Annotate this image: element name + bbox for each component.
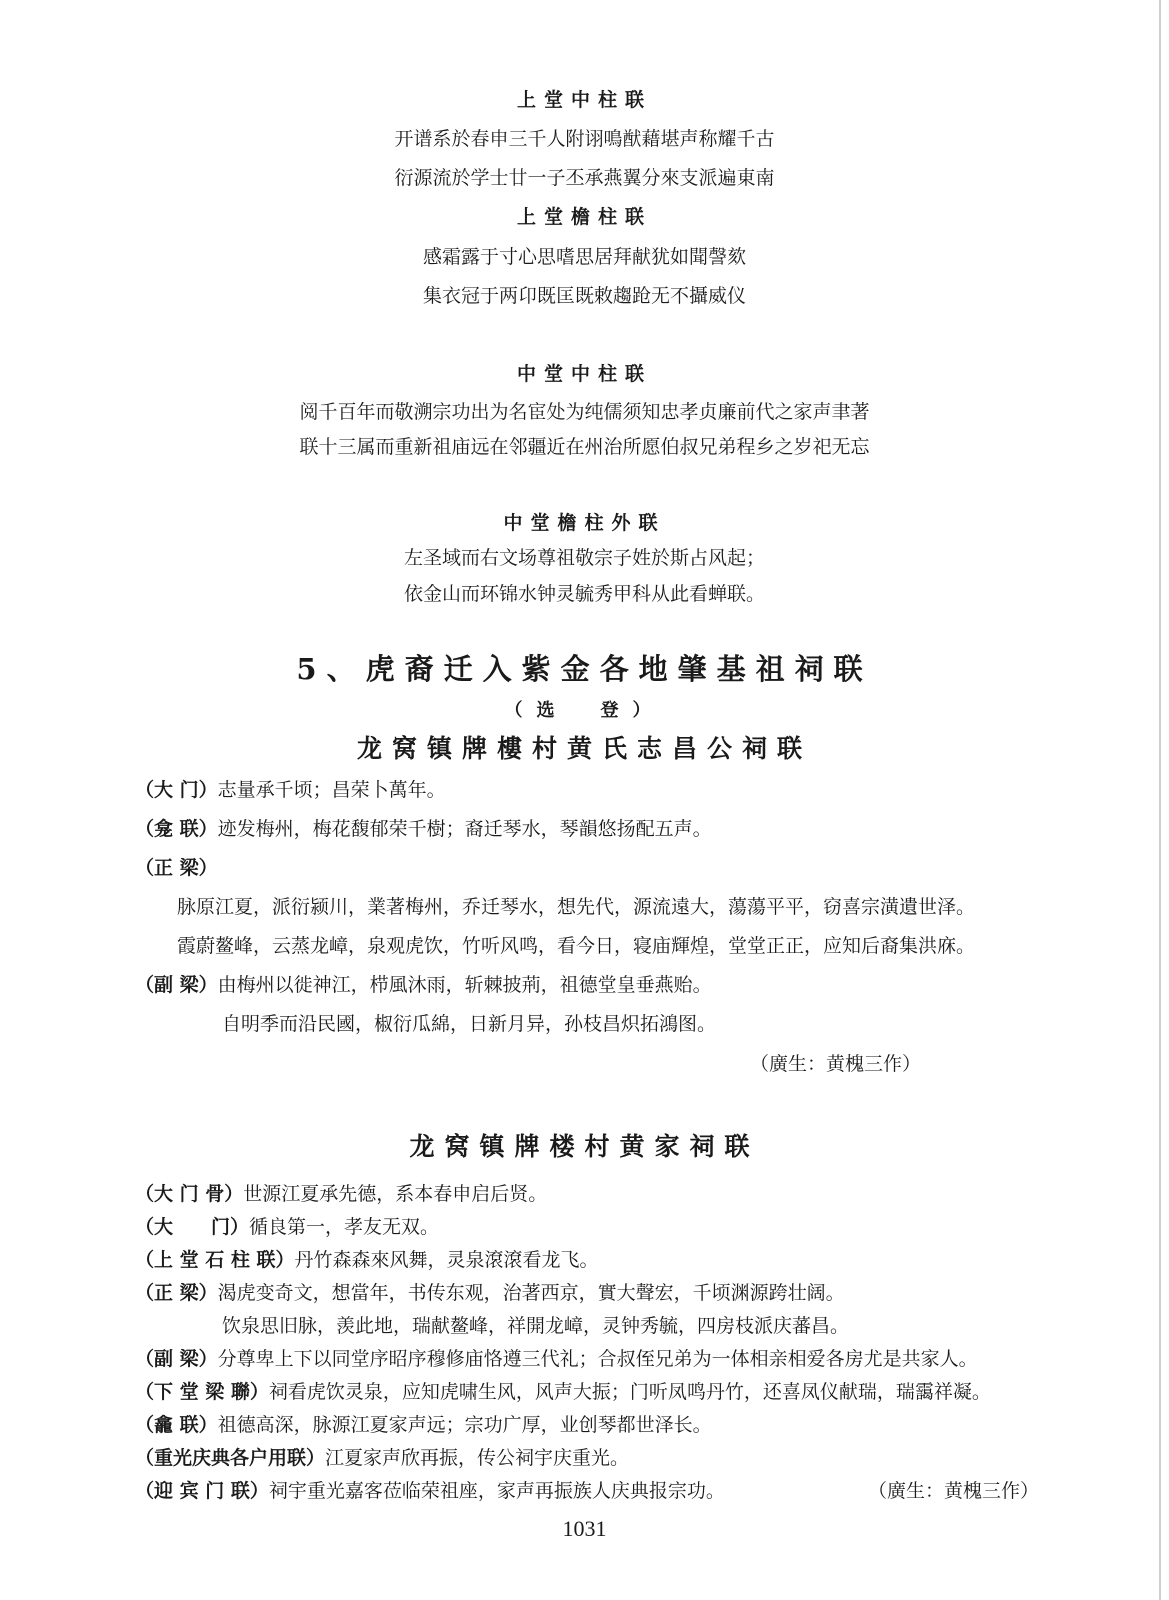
couplet-line: 感霜露于寸心思嗜思居拜献犹如聞謦欬 [422,246,746,268]
couplet-entry [135,1215,439,1239]
section-subtitle: （选 登） [504,700,665,721]
couplet-line: 开谱系於春申三千人附诩鳴猷藉堪声称耀千古 [394,128,775,150]
couplet-label: （副 梁） [135,974,218,996]
couplet-line: 阅千百年而敬溯宗功出为名宦处为纯儒须知忠孝贞廉前代之家声聿著 [299,401,870,423]
couplet-entry [135,1248,598,1272]
couplet-label: （大 门） [135,1216,250,1238]
couplet-label: （上 堂 石 柱 联） [135,1249,295,1271]
couplet-line: 左圣域而右文场尊祖敬宗子姓於斯占风起； [403,547,765,569]
heading-middle-hall-middle-pillar: 中堂中柱联 [516,363,652,385]
couplet-entry [135,778,446,802]
couplet-label: （正 梁） [135,1282,218,1304]
couplet-label: （迎 宾 门 联） [135,1480,269,1502]
couplet-entry [135,1380,991,1404]
author-signature: （廣生：黄槐三作） [868,1480,1040,1502]
couplet-text: 饮泉思旧脉，羡此地，瑞献鳌峰，祥開龙嶂，灵钟秀毓，四房枝派庆蕃昌。 [222,1315,850,1337]
couplet-entry [135,1479,725,1503]
page-number: 1031 [562,1516,607,1541]
couplet-entry [135,1347,978,1371]
couplet-text: 渴虎变奇文，想當年，书传东观，治著西京，實大聲宏，千顷渊源跨壮阔。 [217,1282,845,1304]
couplet-line: 集衣冠于两卬既匡既敕趨跄无不攝威仪 [422,285,746,307]
couplet-text: 迹发梅州，梅花馥郁荣千樹；裔迁琴水，琴韻悠扬配五声。 [217,818,712,840]
couplet-text: 世源江夏承先德，系本春申启后贤。 [243,1183,548,1205]
subsection-title-huang-family-hall: 龙窝镇牌楼村黄家祠联 [409,1132,760,1161]
scan-edge [1159,0,1161,1600]
couplet-text: 循良第一，孝友无双。 [249,1216,440,1238]
couplet-entry [135,817,712,841]
couplet-label: （正 梁） [135,857,218,879]
couplet-text: 祠看虎饮灵泉，应知虎啸生风，风声大振；门听凤鸣丹竹，还喜凤仪献瑞，瑞靄祥凝。 [268,1381,991,1403]
couplet-text: 由梅州以徙神江，栉風沐雨，斩棘披荊，祖德堂皇垂燕贻。 [217,974,712,996]
author-signature: （廣生：黄槐三作） [750,1053,922,1075]
couplet-text: 丹竹森森來风舞，灵泉滾滾看龙飞。 [294,1249,599,1271]
couplet-label: （龕 联） [135,1414,218,1436]
couplet-text: 祖德高深，脉源江夏家声远；宗功广厚，业创琴都世泽长。 [217,1414,712,1436]
couplet-entry [135,1182,547,1206]
subsection-title-zhichang-hall: 龙窝镇牌樓村黄氏志昌公祠联 [356,734,812,763]
couplet-entry [135,1281,845,1305]
couplet-label: （副 梁） [135,1348,218,1370]
couplet-text: 脉原江夏，派衍颍川，業著梅州，乔迁琴水，想先代，源流遠大，蕩蕩平平，窃喜宗潢遺世泽。 [177,896,976,918]
section-title: 5、虎裔迁入紫金各地肇基祖祠联 [296,652,873,686]
couplet-label: （大 门 骨） [135,1183,244,1205]
couplet-text: 分尊卑上下以同堂序昭序穆修庙恪遵三代礼；合叔侄兄弟为一体相亲相爱各房尤是共家人。 [217,1348,978,1370]
couplet-label: （龛 联） [135,818,218,840]
couplet-line: 依金山而环锦水钟灵毓秀甲科从此看蝉联。 [403,583,765,605]
couplet-label: （下 堂 梁 聯） [135,1381,269,1403]
couplet-text: 江夏家声欣再振，传公祠宇庆重光。 [325,1447,630,1469]
couplet-line: 联十三属而重新祖庙远在邻疆近在州治所愿伯叔兄弟程乡之岁祀无忘 [299,436,870,458]
heading-middle-hall-eave-outer: 中堂檐柱外联 [503,512,666,534]
couplet-text: 自明季而沿民國，椒衍瓜綿，日新月异，孙枝昌炽拓鴻图。 [222,1013,717,1035]
couplet-text: 志量承千顷；昌荣卜萬年。 [217,779,446,801]
couplet-line: 衍源流於学士廿一子丕承燕翼分來支派遍東南 [394,167,775,189]
couplet-entry [135,1446,629,1470]
couplet-text: 祠宇重光嘉客莅临荣祖座，家声再振族人庆典报宗功。 [268,1480,725,1502]
heading-upper-hall-middle-pillar: 上堂中柱联 [516,89,652,111]
couplet-entry [135,973,712,997]
couplet-entry [135,856,218,880]
heading-upper-hall-eave-pillar: 上堂檐柱联 [516,206,652,228]
couplet-entry [135,1413,712,1437]
couplet-label: （重光庆典各户用联） [135,1447,326,1469]
couplet-text: 霞蔚鳌峰，云蒸龙嶂，泉观虎饮，竹听风鸣，看今日，寝庙輝煌，堂堂正正，应知后裔集洪庥。 [177,935,976,957]
couplet-label: （大 门） [135,779,218,801]
